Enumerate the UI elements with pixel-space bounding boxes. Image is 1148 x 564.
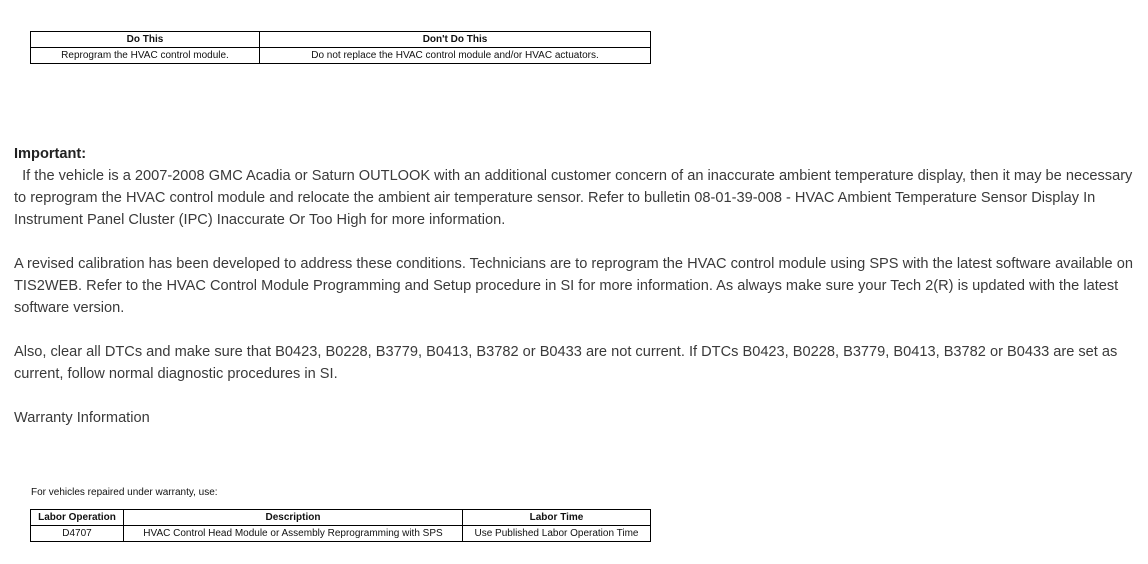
- paragraph-important: If the vehicle is a 2007-2008 GMC Acadia or Saturn OUTLOOK with an additional customer concern of an inaccurate ambient temperature display, then it may be necessary to reprogram the HVAC control module and relocate the ambient air temperature sensor. Refer to bulletin 08-01-39-008 - HVAC Ambient Temperature Sensor Display In Instrument Panel Cluster (IPC) Inaccurate Or Too High for more information.: [14, 168, 1137, 228]
- warranty-note: For vehicles repaired under warranty, use:: [31, 487, 218, 498]
- table-row: [31, 526, 651, 542]
- table-header-row: [31, 510, 651, 526]
- table-row: [31, 48, 651, 64]
- paragraph-calibration: A revised calibration has been developed to address these conditions. Technicians are to reprogram the HVAC control module using SPS with the latest software available on TIS2WEB. Refer to the HVAC Control Module Programming and Setup procedure in SI for more information. As always make sure your Tech 2(R) is updated with the latest software version.: [14, 256, 1133, 316]
- cell-description: HVAC Control Head Module or Assembly Reprogramming with SPS: [124, 526, 463, 542]
- header-labor-time: Labor Time: [463, 510, 651, 526]
- header-labor-operation: Labor Operation: [31, 510, 124, 526]
- header-description: Description: [124, 510, 463, 526]
- paragraph-dtcs: Also, clear all DTCs and make sure that B0423, B0228, B3779, B0413, B3782 or B0433 are not current. If DTCs B0423, B0228, B3779, B0413, B3782 or B0433 are set as current, follow normal diagnostic procedures in SI.: [14, 344, 1118, 382]
- header-dont-do-this: Don't Do This: [260, 32, 651, 48]
- table-header-row: [31, 32, 651, 48]
- important-heading: Important:: [14, 146, 87, 162]
- cell-dont-do-this: Do not replace the HVAC control module and/or HVAC actuators.: [260, 48, 651, 64]
- cell-do-this: Reprogram the HVAC control module.: [31, 48, 260, 64]
- labor-table: [30, 509, 651, 542]
- warranty-heading: Warranty Information: [14, 410, 150, 426]
- do-dont-table: [30, 31, 651, 64]
- cell-labor-operation: D4707: [31, 526, 124, 542]
- cell-labor-time: Use Published Labor Operation Time: [463, 526, 651, 542]
- header-do-this: Do This: [31, 32, 260, 48]
